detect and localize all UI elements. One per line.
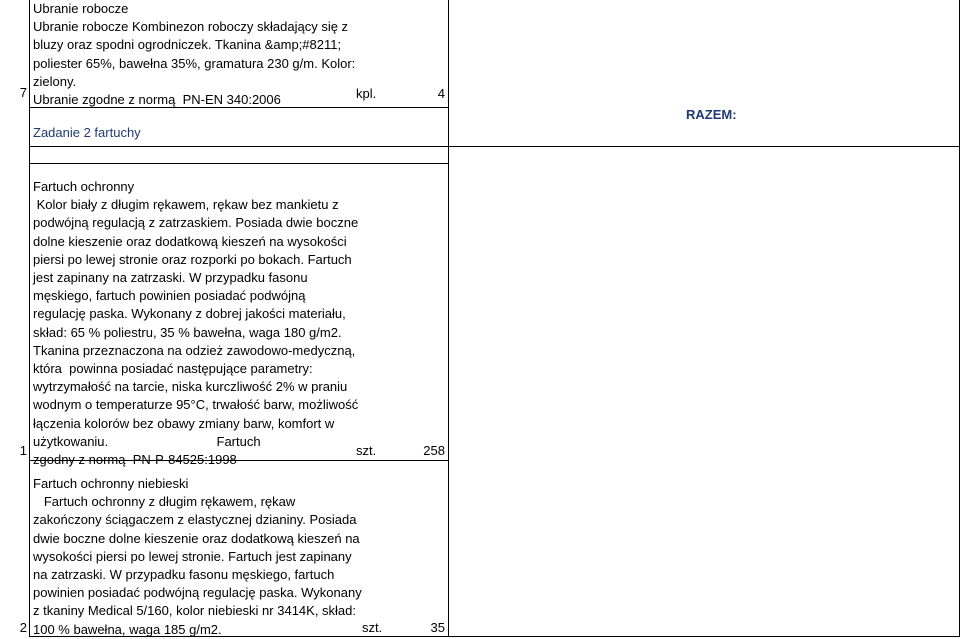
row-unit: szt.	[362, 620, 383, 635]
row-unit: szt.	[356, 443, 377, 458]
row-description: Fartuch ochronny Kolor biały z długim rękawem, rękaw bez mankietu z podwójną regulacją z zatrzaskiem. Posiada dwie boczne dolne kieszenie oraz dodatkową kieszeń na wysokości piersi po lewej stronie oraz rozporki po bokach. Fartuch jest zapinany na zatrzaski. W przypadku fasonu męskiego, fartuch powinien posiadać podwójną regulację paska. Wykonany z dobrej jakości materiału, skład: 65 % poliestru, 35 % bawełna, waga 180 g/m2. Tkanina przeznaczona na odzież zawodowo-medyczną, która powinna posiadać następujące parametry: wytrzymałość na tarcie, niska kurczliwość 2% w praniu wodnym o temperaturze 95°C, trwałość barw, możliwość łączenia kolorów bez obawy zmiany barw, komfort w użytkowaniu. Fartuch zgodny z normą PN-P-84525:1998	[33, 179, 359, 468]
row-description: Ubranie robocze Ubranie robocze Kombinezon roboczy składający się z bluzy oraz spodni ogrodniczek. Tkanina &amp;#8211; poliester 65%, bawełna 35%, gramatura 230 g/m. Kolor: zielony. Ubranie zgodne z normą PN-EN 340:2006	[33, 1, 356, 108]
summary-label: RAZEM:	[686, 107, 737, 122]
grid-col-line	[29, 0, 30, 637]
row-lp: 1	[19, 443, 27, 458]
grid-row-line	[29, 146, 960, 147]
section-title: Zadanie 2 fartuchy	[33, 125, 141, 140]
row-unit: kpl.	[356, 86, 377, 101]
row-qty: 258	[423, 443, 445, 458]
row-qty: 35	[430, 620, 445, 635]
grid-row-line	[29, 163, 449, 164]
row-lp: 2	[19, 620, 27, 635]
row-lp: 7	[19, 85, 27, 100]
row-qty: 4	[437, 86, 445, 101]
grid-col-line	[448, 0, 449, 637]
row-description: Fartuch ochronny niebieski Fartuch ochronny z długim rękawem, rękaw zakończony ściągaczem z elastycznej dzianiny. Posiada dwie boczne dolne kieszenie oraz dodatkową kieszeń na wysokości piersi po lewej stronie. Fartuch jest zapinany na zatrzaski. W przypadku fasonu męskiego, fartuch powinien posiadać podwójną regulację paska. Wykonany z tkaniny Medical 5/160, kolor niebieski nr 3414K, skład: 100 % bawełna, waga 185 g/m2.	[33, 476, 362, 637]
